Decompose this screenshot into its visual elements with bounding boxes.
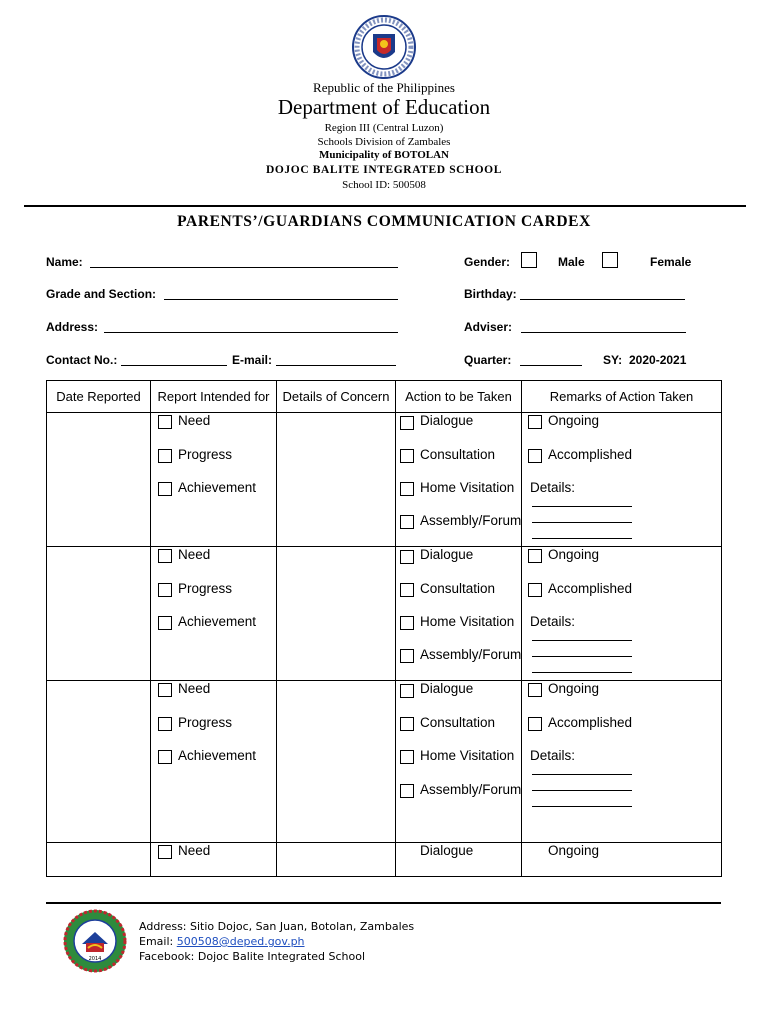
need-checkbox[interactable] (158, 549, 172, 563)
details-concern-cell[interactable] (277, 843, 396, 877)
accomplished-checkbox[interactable] (528, 717, 542, 731)
details-line[interactable] (532, 522, 632, 523)
achievement-label: Achievement (178, 748, 257, 763)
dialogue-checkbox[interactable] (400, 416, 414, 430)
table-row (47, 547, 722, 681)
home-visitation-checkbox[interactable] (400, 750, 414, 764)
contact-label: Contact No.: (46, 353, 118, 367)
contact-field[interactable] (121, 365, 227, 366)
details-line[interactable] (532, 656, 632, 657)
home-visitation-label: Home Visitation (420, 748, 515, 763)
table-row (47, 681, 722, 843)
date-cell[interactable] (47, 843, 151, 877)
consultation-checkbox[interactable] (400, 449, 414, 463)
achievement-checkbox[interactable] (158, 750, 172, 764)
date-cell[interactable] (47, 681, 151, 843)
deped-seal-icon (351, 14, 417, 80)
quarter-label: Quarter: (464, 353, 512, 367)
ongoing-label: Ongoing (548, 681, 600, 696)
grade-section-field[interactable] (164, 299, 398, 300)
action-cell (396, 413, 522, 547)
details-label: Details: (530, 748, 576, 763)
consultation-checkbox[interactable] (400, 717, 414, 731)
table-row (47, 843, 722, 877)
male-checkbox[interactable] (521, 252, 537, 268)
footer-contact (139, 919, 414, 964)
school-id: School ID: 500508 (342, 179, 426, 191)
report-intended-cell (151, 547, 277, 681)
footer-email-link[interactable]: 500508@deped.gov.ph (176, 935, 305, 948)
details-concern-cell[interactable] (277, 681, 396, 843)
home-visitation-label: Home Visitation (420, 480, 515, 495)
accomplished-label: Accomplished (548, 715, 633, 730)
footer-facebook: Facebook: Dojoc Balite Integrated School (139, 950, 366, 963)
details-concern-cell[interactable] (277, 413, 396, 547)
dialogue-label: Dialogue (420, 681, 474, 696)
adviser-label: Adviser: (464, 320, 513, 334)
action-cell (396, 843, 522, 877)
assembly-forum-checkbox[interactable] (400, 784, 414, 798)
details-line[interactable] (532, 672, 632, 673)
birthday-label: Birthday: (464, 287, 517, 301)
assembly-forum-label: Assembly/Forum (420, 513, 522, 528)
header-action-taken: Action to be Taken (396, 381, 522, 413)
home-visitation-label: Home Visitation (420, 614, 515, 629)
home-visitation-checkbox[interactable] (400, 482, 414, 496)
home-visitation-checkbox[interactable] (400, 616, 414, 630)
progress-label: Progress (178, 715, 233, 730)
sy-value: 2020-2021 (629, 353, 687, 367)
accomplished-label: Accomplished (548, 447, 633, 462)
name-field[interactable] (90, 267, 398, 268)
division-line: Schools Division of Zambales (317, 136, 451, 148)
email-field[interactable] (276, 365, 396, 366)
consultation-label: Consultation (420, 581, 496, 596)
achievement-checkbox[interactable] (158, 616, 172, 630)
footer-email-line (139, 934, 414, 949)
details-line[interactable] (532, 538, 632, 539)
ongoing-label: Ongoing (548, 843, 600, 858)
female-checkbox[interactable] (602, 252, 618, 268)
school-name: DOJOC BALITE INTEGRATED SCHOOL (265, 164, 502, 176)
details-line[interactable] (532, 506, 632, 507)
details-line[interactable] (532, 774, 632, 775)
progress-checkbox[interactable] (158, 583, 172, 597)
report-intended-cell (151, 843, 277, 877)
header-details-concern: Details of Concern (277, 381, 396, 413)
consultation-label: Consultation (420, 715, 496, 730)
header-divider (24, 205, 746, 207)
achievement-checkbox[interactable] (158, 482, 172, 496)
name-label: Name: (46, 255, 83, 269)
communication-table (46, 380, 722, 877)
need-label: Need (178, 843, 211, 858)
accomplished-label: Accomplished (548, 581, 633, 596)
assembly-forum-label: Assembly/Forum (420, 647, 522, 662)
assembly-forum-checkbox[interactable] (400, 649, 414, 663)
need-label: Need (178, 413, 211, 428)
ongoing-label: Ongoing (548, 547, 600, 562)
progress-checkbox[interactable] (158, 449, 172, 463)
remarks-cell (522, 547, 722, 681)
achievement-label: Achievement (178, 614, 257, 629)
assembly-forum-label: Assembly/Forum (420, 782, 522, 797)
ongoing-checkbox[interactable] (528, 415, 542, 429)
report-intended-cell (151, 413, 277, 547)
need-checkbox[interactable] (158, 683, 172, 697)
footer-address: Address: Sitio Dojoc, San Juan, Botolan, Zambales (139, 920, 415, 933)
footer-divider (46, 902, 721, 904)
footer-email-label: Email: (139, 935, 177, 948)
ongoing-checkbox[interactable] (528, 549, 542, 563)
progress-label: Progress (178, 447, 233, 462)
gender-label: Gender: (464, 255, 511, 269)
remarks-cell (522, 843, 722, 877)
department-title: Department of Education (277, 95, 491, 119)
table-row (47, 413, 722, 547)
report-intended-cell (151, 681, 277, 843)
header-date-reported: Date Reported (47, 381, 151, 413)
male-label: Male (558, 255, 585, 269)
progress-checkbox[interactable] (158, 717, 172, 731)
dialogue-label: Dialogue (420, 843, 474, 858)
need-checkbox[interactable] (158, 415, 172, 429)
details-line[interactable] (532, 640, 632, 641)
dialogue-label: Dialogue (420, 413, 474, 428)
consultation-label: Consultation (420, 447, 496, 462)
grade-section-label: Grade and Section: (46, 287, 157, 301)
region-line: Region III (Central Luzon) (324, 122, 444, 134)
details-line[interactable] (532, 790, 632, 791)
ongoing-label: Ongoing (548, 413, 600, 428)
address-label: Address: (46, 320, 99, 334)
address-field[interactable] (104, 332, 398, 333)
adviser-field[interactable] (521, 332, 686, 333)
assembly-forum-checkbox[interactable] (400, 515, 414, 529)
details-concern-cell[interactable] (277, 547, 396, 681)
email-label: E-mail: (232, 353, 273, 367)
ongoing-checkbox[interactable] (528, 683, 542, 697)
table-header-row (47, 381, 722, 413)
details-label: Details: (530, 614, 576, 629)
details-label: Details: (530, 480, 576, 495)
dialogue-checkbox[interactable] (400, 684, 414, 698)
date-cell[interactable] (47, 413, 151, 547)
need-label: Need (178, 547, 211, 562)
details-line[interactable] (532, 806, 632, 807)
form-title: PARENTS’/GUARDIANS COMMUNICATION CARDEX (177, 213, 591, 230)
accomplished-checkbox[interactable] (528, 449, 542, 463)
achievement-label: Achievement (178, 480, 257, 495)
dialogue-label: Dialogue (420, 547, 474, 562)
sy-label: SY: (603, 353, 623, 367)
dialogue-checkbox[interactable] (400, 550, 414, 564)
header-report-intended: Report Intended for (151, 381, 277, 413)
progress-label: Progress (178, 581, 233, 596)
consultation-checkbox[interactable] (400, 583, 414, 597)
date-cell[interactable] (47, 547, 151, 681)
accomplished-checkbox[interactable] (528, 583, 542, 597)
birthday-field[interactable] (520, 299, 685, 300)
female-label: Female (650, 255, 692, 269)
action-cell (396, 547, 522, 681)
remarks-cell (522, 413, 722, 547)
action-cell (396, 681, 522, 843)
logo-year: 2014 (88, 956, 102, 962)
municipality-line: Municipality of BOTOLAN (319, 149, 449, 161)
need-checkbox[interactable] (158, 845, 172, 859)
quarter-field[interactable] (520, 365, 582, 366)
republic-line: Republic of the Philippines (313, 80, 455, 95)
remarks-cell (522, 681, 722, 843)
school-logo-icon (62, 908, 128, 974)
need-label: Need (178, 681, 211, 696)
header-remarks: Remarks of Action Taken (522, 381, 722, 413)
